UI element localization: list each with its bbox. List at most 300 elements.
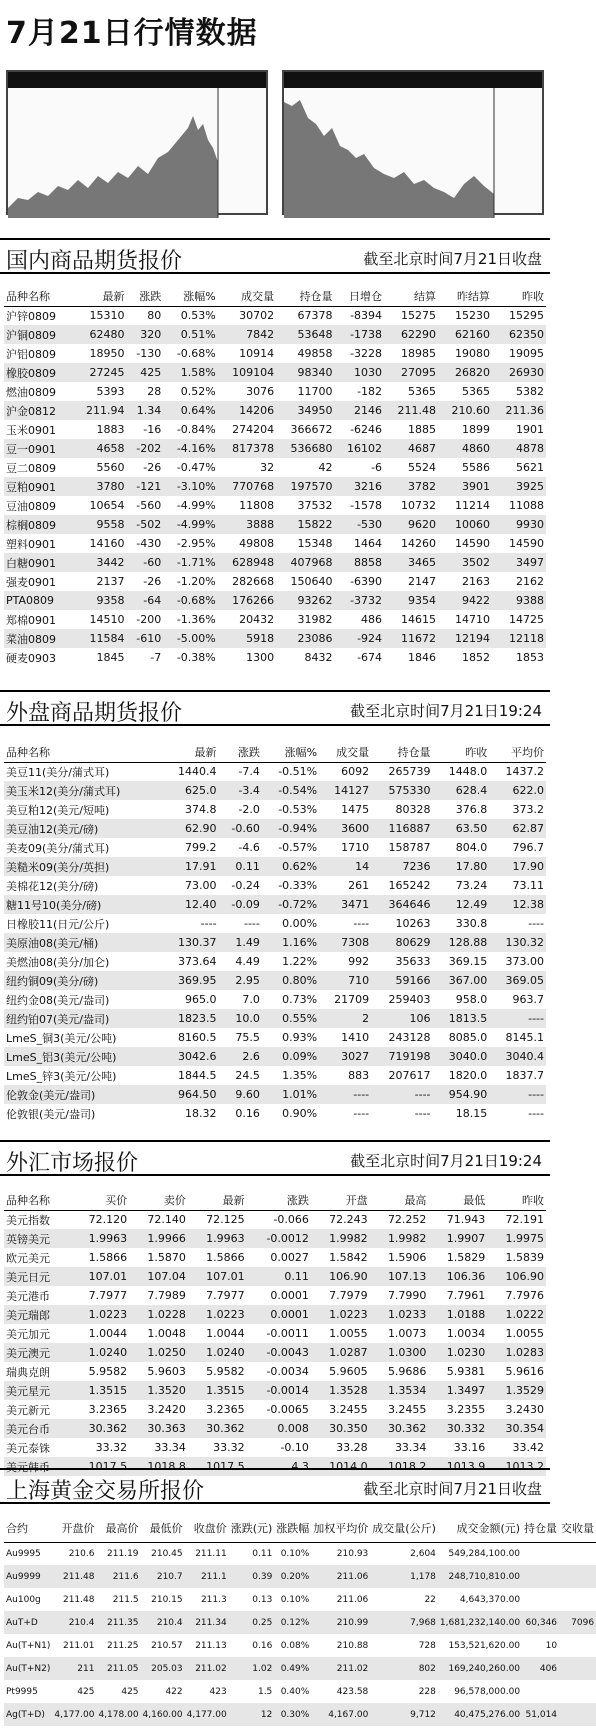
table-cell: 3042.6 — [162, 1047, 219, 1066]
table-cell: ---- — [489, 1085, 546, 1104]
table-cell: 15822 — [276, 515, 334, 534]
table-cell: 纽约金08(美元/盎司) — [6, 993, 110, 1007]
table-cell: 49808 — [239, 537, 275, 550]
table-cell: 30.363 — [129, 1419, 188, 1438]
table-cell: 美元加元 — [6, 1327, 50, 1341]
column-header: 涨跌幅 — [274, 1514, 311, 1542]
table-cell — [559, 1634, 596, 1657]
table-cell: -924 — [335, 629, 385, 648]
table-cell: 0.39 — [229, 1565, 275, 1588]
table-cell: 72.191 — [505, 1213, 544, 1227]
table-cell: 243128 — [388, 1031, 431, 1044]
table-cell: -0.0012 — [247, 1229, 311, 1248]
table-cell: -0.60 — [219, 819, 262, 838]
table-cell: 150640 — [290, 575, 333, 588]
table-cell: 422 — [165, 1686, 183, 1697]
table-cell: 12118 — [492, 629, 546, 648]
column-header: 涨幅% — [262, 742, 319, 762]
table-cell: 211.48 — [384, 401, 438, 420]
table-cell: 0.12% — [274, 1611, 311, 1634]
table-cell: 0.16 — [252, 1640, 273, 1651]
table-cell: 14160 — [89, 537, 125, 550]
table-cell: 62.87 — [489, 819, 546, 838]
table-row — [4, 591, 546, 610]
table-cell: 美元泰铢 — [6, 1441, 50, 1455]
table-cell: 80629 — [371, 933, 432, 952]
table-cell: 63.50 — [433, 819, 490, 838]
table-cell: 73.11 — [512, 879, 544, 892]
table-cell: 33.42 — [512, 1441, 544, 1454]
table-cell: -60 — [127, 553, 164, 572]
table-cell — [559, 1680, 596, 1703]
table-cell: 211.06 — [311, 1565, 370, 1588]
column-header: 买价 — [70, 1190, 129, 1210]
table-cell: Au(T+N1) — [6, 1640, 51, 1651]
table-cell: 3.2355 — [446, 1403, 486, 1416]
table-cell: 107.04 — [129, 1267, 188, 1286]
table-cell: -0.0014 — [247, 1381, 311, 1400]
table-cell: 30.362 — [70, 1419, 129, 1438]
table-cell: 130.32 — [489, 933, 546, 952]
table-cell: 5.9582 — [206, 1365, 245, 1378]
table-cell: 2146 — [335, 401, 385, 420]
table-cell: 282668 — [232, 575, 275, 588]
table-cell: 210.4 — [52, 1611, 96, 1634]
table-cell: 1.16% — [262, 933, 319, 952]
column-header: 交收量 — [559, 1514, 596, 1542]
column-header: 涨幅% — [163, 286, 217, 306]
table-cell: -0.066 — [273, 1213, 309, 1227]
section-note: 截至北京时间7月21日收盘 — [363, 1480, 542, 1498]
gold-table — [4, 1514, 596, 1726]
table-cell: 1030 — [335, 363, 385, 382]
table-cell: 80328 — [395, 803, 431, 816]
table-row — [4, 610, 546, 629]
table-cell: 5586 — [461, 461, 490, 474]
table-cell: 5.9686 — [387, 1365, 427, 1378]
table-cell: 622.0 — [489, 781, 546, 800]
table-cell: 3600 — [319, 819, 371, 838]
table-cell: 1.5842 — [329, 1251, 368, 1264]
table-cell: -26 — [143, 575, 162, 588]
table-cell: -3.4 — [219, 781, 262, 800]
table-cell: AuT+D — [4, 1611, 52, 1634]
table-cell: -2.95% — [176, 537, 216, 550]
table-cell: -7 — [150, 651, 162, 664]
table-cell: 9558 — [73, 515, 127, 534]
table-cell: 2 — [319, 1009, 371, 1028]
table-cell: 330.8 — [455, 917, 488, 930]
table-cell: 60,346 — [522, 1611, 559, 1634]
table-cell: 14 — [319, 857, 371, 876]
table-cell: LmeS_铝3(美元/公吨) — [4, 1047, 162, 1066]
table-cell: 2163 — [461, 575, 490, 588]
table-cell: 5621 — [516, 461, 544, 474]
table-row — [4, 1611, 596, 1634]
table-cell: 0.93% — [282, 1031, 318, 1044]
table-cell: 伦敦金(美元/盎司) — [4, 1085, 162, 1104]
table-row — [4, 1400, 546, 1419]
table-cell: 27245 — [73, 363, 127, 382]
table-cell: 210.4 — [141, 1611, 185, 1634]
table-row — [4, 1565, 596, 1588]
table-cell: 33.34 — [394, 1441, 427, 1454]
table-cell: 169,240,260.00 — [438, 1657, 522, 1680]
table-cell: 美燃油08(美分/加仑) — [6, 955, 110, 969]
table-cell: 9930 — [492, 515, 546, 534]
table-cell: 5.9381 — [446, 1365, 486, 1378]
table-cell: 3442 — [73, 553, 127, 572]
table-cell: 1.0287 — [311, 1343, 370, 1362]
table-cell: 15310 — [89, 309, 125, 323]
table-cell: 3216 — [335, 477, 385, 496]
table-cell: 210.15 — [151, 1594, 183, 1605]
column-header: 品种名称 — [4, 1190, 70, 1210]
table-cell: 0.40% — [280, 1686, 310, 1697]
table-row — [4, 1362, 546, 1381]
table-cell: 3497 — [492, 553, 546, 572]
table-cell: -1.71% — [163, 553, 217, 572]
table-cell: 248,710,810.00 — [438, 1565, 522, 1588]
table-cell: 12194 — [438, 629, 492, 648]
table-cell — [559, 1542, 596, 1565]
table-cell: 0.16 — [235, 1107, 260, 1120]
section-note: 截至北京时间7月21日19:24 — [350, 1152, 542, 1170]
table-cell: -0.0034 — [266, 1365, 309, 1378]
table-cell: 73.00 — [185, 879, 217, 892]
table-cell: 23086 — [276, 629, 334, 648]
table-cell: 10654 — [89, 499, 125, 512]
table-cell: 14615 — [401, 613, 436, 626]
table-cell: 菜油0809 — [4, 629, 73, 648]
table-cell: 1837.7 — [505, 1069, 544, 1082]
table-cell: 5365 — [408, 385, 436, 398]
table-cell: 1013.2 — [487, 1457, 546, 1476]
column-header: 最低 — [428, 1190, 487, 1210]
table-cell: 106.90 — [311, 1267, 370, 1286]
table-cell: 0.30% — [274, 1703, 311, 1726]
table-cell: 628948 — [218, 553, 276, 572]
table-cell: 美元瑞郎 — [4, 1305, 70, 1324]
table-row — [4, 1657, 596, 1680]
table-row — [4, 1047, 546, 1066]
table-cell: 瑞典克朗 — [6, 1365, 50, 1379]
table-cell: 53648 — [276, 325, 334, 344]
table-row — [4, 458, 546, 477]
table-cell: 1,681,232,140.00 — [438, 1611, 522, 1634]
table-cell: 158787 — [388, 841, 431, 854]
table-cell: PTA0809 — [4, 591, 73, 610]
table-cell: 0.49% — [274, 1657, 311, 1680]
table-row — [4, 1229, 546, 1248]
table-row — [4, 952, 546, 971]
table-cell: 1.9966 — [129, 1229, 188, 1248]
table-cell: 374.8 — [185, 803, 217, 816]
table-cell: 糖11号10(美分/磅) — [4, 895, 162, 914]
table-cell: 75.5 — [235, 1031, 260, 1044]
column-header: 加权平均价 — [311, 1514, 370, 1542]
table-cell: 14206 — [218, 401, 276, 420]
table-cell: 425 — [121, 1686, 139, 1697]
column-header: 昨收 — [492, 286, 546, 306]
table-cell: 376.8 — [455, 803, 488, 816]
column-header: 最高 — [370, 1190, 429, 1210]
table-cell: 59166 — [371, 971, 432, 990]
table-cell: -7.4 — [238, 765, 260, 779]
table-cell: 965.0 — [185, 993, 217, 1006]
table-cell: 1.0073 — [387, 1327, 427, 1340]
table-cell: 1.5829 — [446, 1251, 486, 1264]
table-cell: 1.0188 — [428, 1305, 487, 1324]
table-cell: 1017.5 — [70, 1457, 129, 1476]
table-cell: 3502 — [438, 553, 492, 572]
table-row — [4, 1680, 596, 1703]
table-cell: 1.0228 — [129, 1305, 188, 1324]
table-cell: 107.01 — [188, 1267, 247, 1286]
table-cell: 369.15 — [448, 955, 488, 968]
table-cell: 14590 — [454, 537, 490, 550]
table-cell: -4.99% — [163, 515, 217, 534]
table-cell: 14260 — [401, 537, 436, 550]
table-cell: 228 — [418, 1686, 436, 1697]
table-cell: 106.36 — [428, 1267, 487, 1286]
table-cell: 22 — [424, 1594, 436, 1605]
table-cell: 1475 — [341, 803, 370, 816]
table-cell: 265739 — [388, 765, 431, 779]
table-cell: 5365 — [461, 385, 490, 398]
table-cell: 116887 — [371, 819, 432, 838]
table-cell: 11584 — [73, 629, 127, 648]
column-header: 最低价 — [141, 1514, 185, 1542]
table-cell: 719198 — [371, 1047, 432, 1066]
table-cell: 1.5866 — [88, 1251, 128, 1264]
table-cell: 9.60 — [219, 1085, 262, 1104]
table-cell: 1.0233 — [370, 1305, 429, 1324]
table-cell: 9388 — [492, 591, 546, 610]
table-cell: 8160.5 — [178, 1031, 217, 1044]
table-cell: 210.60 — [438, 401, 492, 420]
section-note: 截至北京时间7月21日19:24 — [350, 702, 542, 720]
table-cell: 33.16 — [453, 1441, 486, 1454]
table-cell: 1018.2 — [370, 1457, 429, 1476]
fx-section-header — [0, 1140, 550, 1176]
table-cell: 62160 — [438, 325, 492, 344]
table-cell: 628.4 — [433, 781, 490, 800]
table-cell — [559, 1657, 596, 1680]
column-header: 品种名称 — [4, 286, 73, 306]
table-cell: -0.68% — [176, 347, 216, 360]
table-cell: 日橡胶11(日元/公斤) — [6, 917, 110, 931]
table-row — [4, 1085, 546, 1104]
table-cell: 1.0230 — [428, 1343, 487, 1362]
column-header: 开盘价 — [52, 1514, 96, 1542]
table-cell: 3.2365 — [206, 1403, 245, 1416]
table-cell: -0.94% — [262, 819, 319, 838]
table-cell: 10732 — [401, 499, 436, 512]
table-cell: 7308 — [319, 933, 371, 952]
table-cell: 3780 — [73, 477, 127, 496]
table-cell: -502 — [127, 515, 164, 534]
table-cell: 18.32 — [185, 1107, 217, 1120]
table-cell: 30.350 — [311, 1419, 370, 1438]
table-cell: 5918 — [218, 629, 276, 648]
table-cell: 804.0 — [455, 841, 488, 854]
table-cell: 豆粕0901 — [4, 477, 73, 496]
table-row — [4, 629, 546, 648]
table-cell: 1844.5 — [178, 1069, 217, 1082]
table-cell: 373.2 — [512, 803, 544, 816]
table-cell: 3925 — [492, 477, 546, 496]
table-cell: 3.2455 — [329, 1403, 368, 1416]
table-cell: 11088 — [509, 499, 544, 512]
foreign-section-header — [0, 690, 550, 726]
table-cell: ---- — [489, 1009, 546, 1028]
table-cell: 96,578,000.00 — [454, 1686, 521, 1697]
table-cell: -0.0011 — [266, 1327, 309, 1340]
table-cell: 3471 — [319, 895, 371, 914]
table-cell: 17.80 — [433, 857, 490, 876]
table-cell: 10060 — [438, 515, 492, 534]
table-cell: 美麦09(美分/蒲式耳) — [6, 841, 110, 855]
table-cell: 美玉米12(美分/蒲式耳) — [4, 781, 162, 800]
table-cell: 366672 — [290, 423, 333, 436]
table-cell: Au9995 — [6, 1548, 41, 1559]
table-cell: 1.35% — [282, 1069, 318, 1082]
table-cell: 51,014 — [522, 1703, 559, 1726]
table-row — [4, 1703, 596, 1726]
table-cell: 0.20% — [274, 1565, 311, 1588]
table-cell: 575330 — [371, 781, 432, 800]
table-cell: ---- — [353, 1107, 370, 1120]
table-cell: 536680 — [276, 439, 334, 458]
table-cell: -0.09 — [219, 895, 262, 914]
table-cell: 美元台币 — [4, 1419, 70, 1438]
table-cell: 5.9605 — [329, 1365, 368, 1378]
table-cell: 8085.0 — [448, 1031, 488, 1044]
table-cell: 30.362 — [188, 1419, 247, 1438]
table-cell: 1.02 — [229, 1657, 275, 1680]
table-cell: 107.01 — [70, 1267, 129, 1286]
table-cell: 30.332 — [428, 1419, 487, 1438]
table-cell: 郑棉0901 — [6, 613, 56, 627]
table-cell: 710 — [319, 971, 371, 990]
table-cell: 4860 — [438, 439, 492, 458]
table-cell: 18.15 — [455, 1107, 488, 1120]
table-row — [4, 800, 546, 819]
table-cell: 3888 — [218, 515, 276, 534]
table-header-row — [4, 286, 546, 306]
table-cell: 211.13 — [195, 1640, 227, 1651]
table-cell: 796.7 — [512, 841, 544, 854]
table-cell: 4,160.00 — [141, 1703, 185, 1726]
column-header: 合约 — [4, 1514, 52, 1542]
table-cell: 72.120 — [88, 1213, 128, 1227]
table-cell: 423.58 — [336, 1686, 369, 1697]
table-cell: 4,167.00 — [311, 1703, 370, 1726]
table-cell: 12.38 — [489, 895, 546, 914]
table-cell: 0.0027 — [270, 1251, 309, 1264]
table-cell: -1.20% — [176, 575, 216, 588]
table-row — [4, 401, 546, 420]
column-header: 涨跌 — [247, 1190, 311, 1210]
table-cell: 49858 — [297, 347, 333, 360]
table-cell: 7.7976 — [505, 1289, 544, 1302]
table-row — [4, 1248, 546, 1267]
table-cell: -4.99% — [176, 499, 216, 512]
table-cell — [522, 1588, 559, 1611]
table-cell: 954.90 — [433, 1085, 490, 1104]
table-cell: 14710 — [454, 613, 490, 626]
table-row — [4, 1104, 546, 1123]
table-cell: 197570 — [276, 477, 334, 496]
table-row — [4, 781, 546, 800]
table-cell: 美元星元 — [4, 1381, 70, 1400]
table-cell: 1.0223 — [70, 1305, 129, 1324]
table-cell: -6390 — [350, 575, 383, 588]
table-cell: -5.00% — [163, 629, 217, 648]
table-cell: 37532 — [297, 499, 333, 512]
table-cell: 211.6 — [96, 1565, 140, 1588]
table-cell: 1.0034 — [446, 1327, 486, 1340]
table-cell: 1440.4 — [178, 765, 217, 779]
table-cell: 1.5906 — [387, 1251, 427, 1264]
table-row — [4, 439, 546, 458]
table-cell: 英镑美元 — [4, 1229, 70, 1248]
table-cell: 豆一0901 — [4, 439, 73, 458]
table-cell: 1.3520 — [129, 1381, 188, 1400]
table-row — [4, 914, 546, 933]
table-cell: 9620 — [384, 515, 438, 534]
table-cell: 4,178.00 — [96, 1703, 140, 1726]
table-cell: Au(T+N2) — [4, 1657, 52, 1680]
table-cell: 1.3497 — [428, 1381, 487, 1400]
column-header: 涨跌 — [219, 742, 262, 762]
table-cell: 211.05 — [96, 1657, 140, 1680]
table-cell: 美豆11(美分/蒲式耳) — [6, 765, 110, 779]
column-header: 持仓量 — [276, 286, 334, 306]
table-row — [4, 344, 546, 363]
domestic-futures-table — [4, 286, 546, 667]
column-header: 成交量 — [319, 742, 371, 762]
table-cell: 1013.9 — [428, 1457, 487, 1476]
table-cell: 72.125 — [206, 1213, 245, 1227]
table-cell: -1578 — [350, 499, 383, 512]
table-cell: 1.0222 — [487, 1305, 546, 1324]
table-cell: 369.95 — [162, 971, 219, 990]
table-cell: 211.48 — [52, 1565, 96, 1588]
table-cell: -3.10% — [163, 477, 217, 496]
table-cell: 211.06 — [336, 1594, 369, 1605]
table-cell: -0.0043 — [247, 1343, 311, 1362]
table-cell — [522, 1680, 559, 1703]
table-cell: -202 — [127, 439, 164, 458]
table-cell: 1.5870 — [147, 1251, 186, 1264]
table-row — [4, 553, 546, 572]
table-cell: 1.01% — [262, 1085, 319, 1104]
table-cell: 31982 — [297, 613, 333, 626]
table-cell: 1.0300 — [370, 1343, 429, 1362]
table-cell: 770768 — [218, 477, 276, 496]
table-cell: 373.00 — [505, 955, 544, 968]
table-cell: -26 — [143, 461, 162, 474]
table-cell: 8858 — [335, 553, 385, 572]
table-cell: 白糖0901 — [4, 553, 73, 572]
table-cell: 211.1 — [185, 1565, 229, 1588]
table-cell: 14510 — [89, 613, 125, 626]
table-cell: 1437.2 — [505, 765, 544, 779]
table-cell: 10914 — [239, 347, 275, 360]
table-cell: 425 — [127, 363, 164, 382]
